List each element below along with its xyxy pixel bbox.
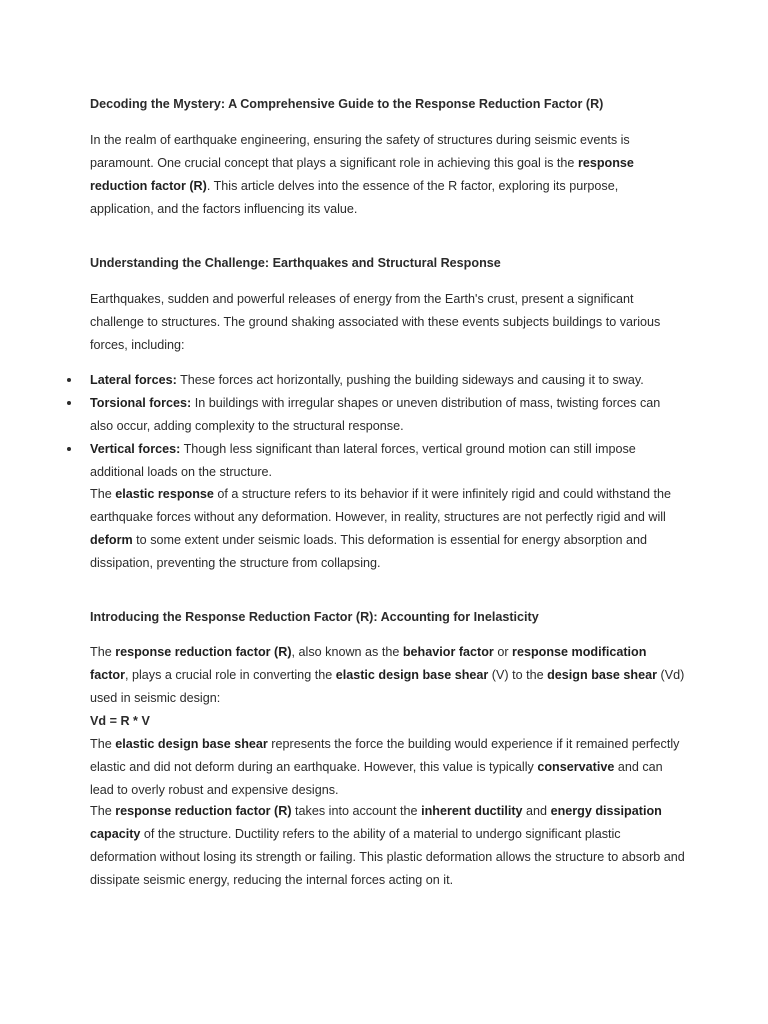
p3-bold-2: inherent ductility: [421, 804, 523, 818]
p1-text-3: or: [493, 645, 513, 659]
elastic-response-paragraph: [90, 483, 685, 575]
bullet-text: In buildings with irregular shapes or uneven distribution of mass, twisting forces can also occur, adding complexity to the structural response.: [90, 396, 661, 433]
ductility-paragraph: [90, 800, 685, 892]
elastic-text-2: of a structure refers to its behavior if it were infinitely rigid and could withstand the earthquake forces without any deformation. However, in reality, structures are not perfectly rigid and will: [90, 487, 672, 524]
p1-bold-3: response modification factor: [90, 645, 647, 682]
p3-text-1: The: [90, 804, 116, 818]
p1-text-4: , plays a crucial role in converting the: [125, 668, 336, 682]
elastic-text-1: The: [90, 487, 116, 501]
section1-paragraph: Earthquakes, sudden and powerful releases of energy from the Earth's crust, present a significant challenge to structures. The ground shaking associated with these events subjects buildings to various forces, including:: [90, 292, 661, 352]
bullet-icon: [67, 401, 71, 405]
p1-bold-2: behavior factor: [402, 645, 494, 659]
bullet-text: Though less significant than lateral forces, vertical ground motion can still impose additional loads on the structure.: [90, 442, 636, 479]
bullet-icon: [67, 378, 71, 382]
p1-bold-1: response reduction factor (R): [115, 645, 292, 659]
p3-text-4: of the structure. Ductility refers to the ability of a material to undergo significant plastic deformation without losing its strength or failing. This plastic deformation allows the structure to absorb and dissipate seismic energy, reducing the internal forces acting on it.: [90, 827, 685, 887]
p1-text-6: (Vd) used in seismic design:: [90, 668, 685, 705]
p2-text-1: The: [90, 737, 116, 751]
formula: Vd = R * V: [90, 714, 150, 728]
p3-text-3: and: [522, 804, 551, 818]
bullet-label: Lateral forces:: [90, 373, 177, 387]
p1-text-1: The: [90, 645, 116, 659]
p1-bold-5: design base shear: [547, 668, 658, 682]
list-item: [90, 369, 685, 392]
bullet-label: Torsional forces:: [90, 396, 192, 410]
intro-bold-r-factor: response reduction factor (R): [90, 156, 634, 193]
p1-text-2: , also known as the: [291, 645, 403, 659]
bullet-label: Vertical forces:: [90, 442, 181, 456]
elastic-text-3: to some extent under seismic loads. This deformation is essential for energy absorption and dissipation, preventing the structure from collapsing.: [90, 533, 647, 570]
r-factor-paragraph: [90, 641, 685, 710]
elastic-bold-1: elastic response: [115, 487, 214, 501]
p2-text-2: represents the force the building would experience if it remained perfectly elastic and did not deform during an earthquake. However, this value is typically: [90, 737, 680, 774]
section2-heading: Introducing the Response Reduction Factor (R): Accounting for Inelasticity: [90, 610, 539, 624]
list-item: [90, 392, 685, 438]
bullet-text: These forces act horizontally, pushing the building sideways and causing it to sway.: [176, 373, 644, 387]
intro-paragraph: [90, 129, 685, 221]
p3-bold-1: response reduction factor (R): [115, 804, 292, 818]
p3-text-2: takes into account the: [291, 804, 422, 818]
p2-text-3: and can lead to overly robust and expensive designs.: [90, 760, 663, 797]
document-title: Decoding the Mystery: A Comprehensive Guide to the Response Reduction Factor (R): [90, 97, 604, 111]
elastic-bold-2: deform: [90, 533, 133, 547]
p2-bold-1: elastic design base shear: [115, 737, 268, 751]
list-item: [90, 438, 685, 484]
p2-bold-2: conservative: [537, 760, 615, 774]
p3-bold-3: energy dissipation capacity: [90, 804, 662, 841]
p1-text-5: (V) to the: [488, 668, 548, 682]
p1-bold-4: elastic design base shear: [335, 668, 489, 682]
bullet-icon: [67, 447, 71, 451]
intro-text-2: . This article delves into the essence of the R factor, exploring its purpose, application, and the factors influencing its value.: [90, 179, 619, 216]
intro-text-1: In the realm of earthquake engineering, ensuring the safety of structures during seismic events is paramount. One crucial concept that plays a significant role in achieving this goal is the: [90, 133, 630, 170]
forces-list: [90, 369, 685, 484]
elastic-shear-paragraph: [90, 733, 685, 802]
section1-heading: Understanding the Challenge: Earthquakes and Structural Response: [90, 256, 501, 270]
